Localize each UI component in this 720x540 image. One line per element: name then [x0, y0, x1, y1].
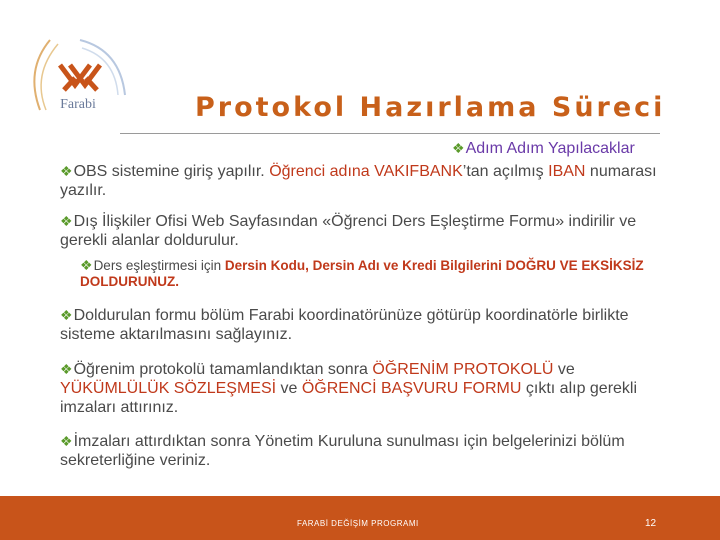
footer-bar: [0, 496, 720, 540]
diamond-bullet-icon: ❖: [60, 307, 73, 323]
section-heading: [452, 140, 635, 158]
page-number: 12: [645, 518, 657, 529]
sub-list-item: ❖Ders eşleştirmesi için Dersin Kodu, Dersin Adı ve Kredi Bilgilerini DOĞRU VE EKSİKSİZ DOLDURUNUZ.: [80, 257, 644, 289]
diamond-bullet-icon: ❖: [60, 361, 73, 377]
diamond-bullet-icon: ❖: [60, 433, 73, 449]
logo-text: Farabi: [60, 97, 96, 112]
list-item: ❖OBS sistemine giriş yapılır. Öğrenci adına VAKIFBANK’tan açılmış IBAN numarası yazılır.: [60, 163, 657, 199]
list-item: ❖Dış İlişkiler Ofisi Web Sayfasından «Öğrenci Ders Eşleştirme Formu» indirilir ve gerekli alanlar doldurulur.: [60, 213, 637, 249]
page-title: Protokol Hazırlama Süreci: [195, 92, 666, 123]
diamond-bullet-icon: ❖: [80, 257, 93, 273]
footer-program: FARABİ DEĞİŞİM PROGRAMI: [297, 519, 419, 528]
title-divider: [120, 133, 660, 134]
diamond-bullet-icon: ❖: [60, 213, 73, 229]
farabi-logo: [20, 30, 140, 130]
diamond-bullet-icon: ❖: [60, 163, 73, 179]
list-item: ❖İmzaları attırdıktan sonra Yönetim Kuruluna sunulması için belgelerinizi bölüm sekreterliğine veriniz.: [60, 433, 625, 469]
list-item: ❖Doldurulan formu bölüm Farabi koordinatörünüze götürüp koordinatörle birlikte sisteme aktarılmasını sağlayınız.: [60, 307, 629, 343]
diamond-bullet-icon: ❖: [452, 140, 465, 156]
list-item: ❖Öğrenim protokolü tamamlandıktan sonra ÖĞRENİM PROTOKOLÜ ve YÜKÜMLÜLÜK SÖZLEŞMESİ ve ÖĞRENCİ BAŞVURU FORMU çıktı alıp gerekli imzaları attırınız.: [60, 361, 638, 416]
section-label: Adım Adım Yapılacaklar: [465, 140, 635, 157]
